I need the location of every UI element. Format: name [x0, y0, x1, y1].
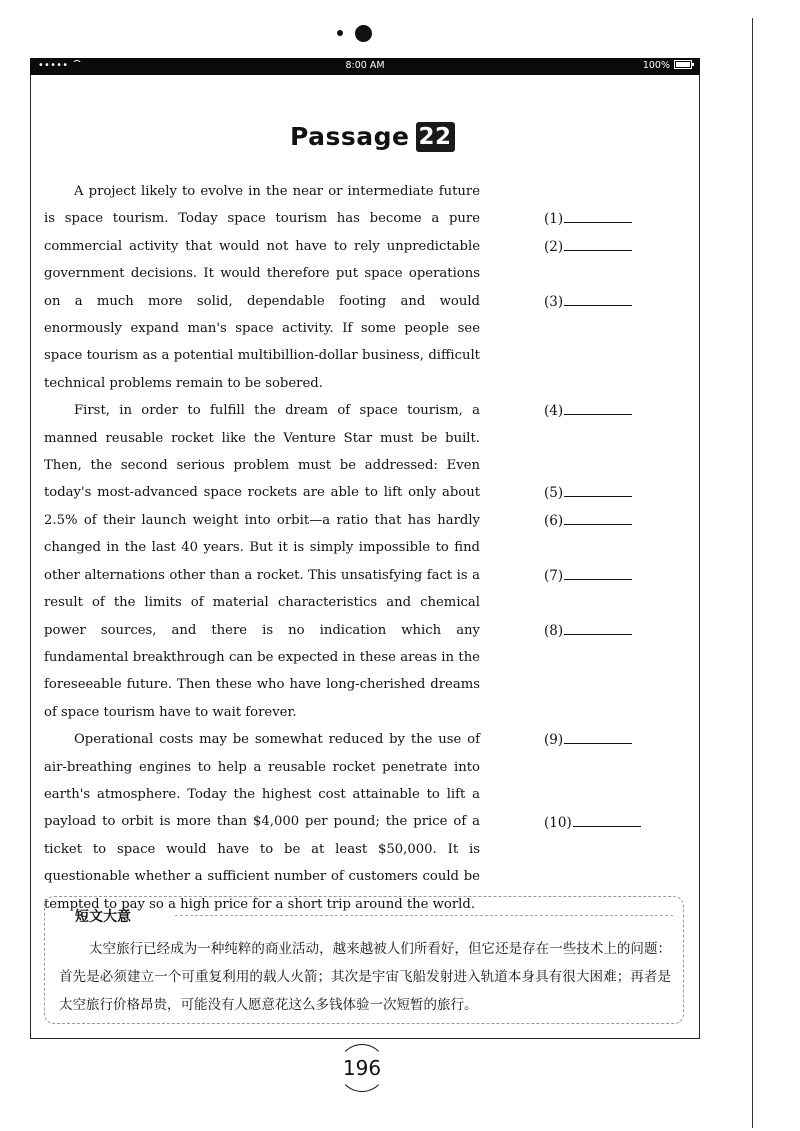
- camera-dot-large: [355, 25, 372, 42]
- answer-blank-6[interactable]: (6): [544, 512, 632, 529]
- camera-dot-small: [337, 30, 343, 36]
- answer-blank-9[interactable]: (9): [544, 731, 632, 748]
- battery-icon: [674, 60, 692, 69]
- passage-text: [44, 178, 480, 918]
- answer-blank-3[interactable]: (3): [544, 293, 632, 310]
- answer-blank-8[interactable]: (8): [544, 622, 632, 639]
- signal-indicator: •••••: [38, 60, 82, 71]
- paragraph-1: A project likely to evolve in the near or intermediate future is space tourism. Today space tourism has become a pure commercial activity that would not have to rely unpredictable government decisions. It would therefore put space operations on a much more solid, dependable footing and would enormously expand man's space activity. If some people see space tourism as a potential multibillion-dollar business, difficult technical problems remain to be sobered.: [44, 184, 480, 391]
- passage-number-badge: 22: [416, 122, 455, 152]
- title-label: Passage: [290, 122, 410, 151]
- answer-blank-5[interactable]: (5): [544, 484, 632, 501]
- answer-blank-10[interactable]: (10): [544, 814, 641, 831]
- battery-indicator: 100%: [643, 60, 692, 71]
- paragraph-2: First, in order to fulfill the dream of space tourism, a manned reusable rocket like the Venture Star must be built. Then, the second serious problem must be addressed: Even today's most-advanced space rockets are able to lift only about 2.5% of their launch weight into orbit—a ratio that has hardly changed in the last 40 years. But it is simply impossible to find other alternations other than a rocket. This unsatisfying fact is a result of the limits of material characteristics and chemical power sources, and there is no indication which any fundamental breakthrough can be expected in these areas in the foreseeable future. Then these who have long-cherished dreams of space tourism have to wait forever.: [44, 403, 480, 720]
- status-time: 8:00 AM: [345, 60, 385, 71]
- answer-blank-7[interactable]: (7): [544, 567, 632, 584]
- summary-box: [44, 896, 684, 1024]
- answer-blank-2[interactable]: (2): [544, 238, 632, 255]
- summary-label: 短文大意: [75, 909, 131, 925]
- paragraph-3: Operational costs may be somewhat reduced by the use of air-breathing engines to help a reusable rocket penetrate into earth's atmosphere. Today the highest cost attainable to lift a payload to orbit is more than $4,000 per pound; the price of a ticket to space would have to be at least $50,000. It is questionable whether a sufficient number of customers could be tempted to pay so a high price for a short trip around the world.: [44, 732, 480, 912]
- page-edge-line: [752, 18, 753, 1128]
- answer-blank-1[interactable]: (1): [544, 210, 632, 227]
- page-number: 196: [338, 1044, 386, 1092]
- status-bar: [30, 58, 700, 75]
- answer-blank-4[interactable]: (4): [544, 402, 632, 419]
- page-title: [290, 122, 455, 152]
- device-camera: [0, 24, 800, 44]
- summary-text: 太空旅行已经成为一种纯粹的商业活动，越来越被人们所看好，但它还是存在一些技术上的问题：首先是必须建立一个可重复利用的载人火箭；其次是宇宙飞船发射进入轨道本身具有很大困难；再者是太空旅行价格昂贵，可能没有人愿意花这么多钱体验一次短暂的旅行。: [59, 941, 671, 1013]
- summary-divider: [175, 915, 673, 916]
